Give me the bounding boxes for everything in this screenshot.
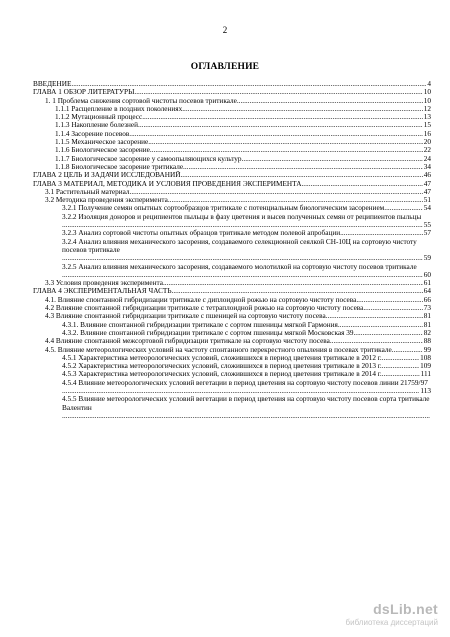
toc-entry-title: 1. 1 Проблема снижения сортовой чистоты посевов тритикале <box>45 96 237 105</box>
toc-entry[interactable] <box>33 121 431 129</box>
toc-leader-dots <box>330 337 423 345</box>
toc-entry-page: 73 <box>423 304 431 313</box>
toc-entry-page: 113 <box>420 386 431 395</box>
toc-entry[interactable] <box>33 362 431 370</box>
toc-entry-page: 47 <box>423 179 431 188</box>
toc-entry[interactable] <box>33 105 431 113</box>
toc-entry[interactable] <box>33 97 431 105</box>
toc-entry-title: 4.4 Влияние спонтанной межсортовой гибридизации тритикале на сортовую чистоту посева <box>45 337 330 346</box>
toc-entry-title: 4.5.1 Характеристика метеорологических условий, сложившихся в период цветения тритикале в 2012 г. <box>62 353 382 362</box>
toc-entry-page: 16 <box>423 129 431 138</box>
toc-entry-page: 10 <box>423 96 431 105</box>
toc-leader-dots <box>62 387 419 395</box>
toc-entry-title: 4.5.3 Характеристика метеорологических условий, сложившихся в период цветения тритикале в 2014 г. <box>62 370 382 379</box>
toc-entry-title: 4.3 Влияние спонтанной гибридизации тритикале с пшеницей на сортовую чистоту посева <box>45 312 326 321</box>
toc-entry-page: 54 <box>423 204 431 213</box>
toc-entry-page: 81 <box>423 320 431 329</box>
toc-entry[interactable] <box>33 188 431 196</box>
toc-entry-page: 34 <box>423 162 431 171</box>
toc-entry-title: 3.3 Условия проведения эксперимента <box>45 279 163 288</box>
toc-leader-dots <box>340 229 423 237</box>
toc-entry-page: 24 <box>423 154 431 163</box>
toc-leader-dots <box>71 80 426 88</box>
toc-entry-page: 64 <box>423 287 431 296</box>
toc-entry-title: 3.2.2 Изоляция доноров и реципиентов пыльцы в фазу цветения и высев полученных семян от реципиентов пыльцы <box>62 212 422 221</box>
toc-leader-dots <box>134 88 422 96</box>
toc-leader-dots <box>242 155 423 163</box>
toc-leader-dots <box>163 279 423 287</box>
toc-leader-dots <box>338 321 423 329</box>
toc-entry-page: 82 <box>423 328 431 337</box>
toc-leader-dots <box>180 171 422 179</box>
toc-leader-dots <box>142 113 423 121</box>
toc-entry[interactable] <box>33 346 431 354</box>
toc-entry-title: 4.3.2. Влияние спонтанной гибридизации тритикале с сортом пшеницы мягкой Московская 39 <box>62 328 354 337</box>
toc-entry[interactable] <box>33 312 431 320</box>
toc-entry-page: 22 <box>423 146 431 155</box>
toc-entry[interactable] <box>33 238 431 263</box>
toc-leader-dots <box>183 163 423 171</box>
page-number: 2 <box>222 25 228 35</box>
toc-entry[interactable] <box>33 370 431 378</box>
toc-entry-title: 1.1.6 Биологическое засорение <box>55 146 150 155</box>
toc-entry[interactable] <box>33 113 431 121</box>
toc-entry-page: 108 <box>420 353 431 362</box>
toc-entry[interactable] <box>33 354 431 362</box>
toc-entry[interactable] <box>33 163 431 171</box>
toc-leader-dots <box>62 412 430 420</box>
toc-entry-page: 99 <box>423 345 431 354</box>
toc-leader-dots <box>150 146 423 154</box>
toc-entry-title: 4.5. Влияние метеорологических условий на частоту спонтанного перекрестного опыления в посевах тритикале <box>45 345 392 354</box>
toc-title: ОГЛАВЛЕНИЕ <box>190 62 260 72</box>
toc-entry-page: 88 <box>423 337 431 346</box>
toc-entry-title: 1.1.5 Механическое засорение <box>55 138 149 147</box>
toc-entry[interactable] <box>33 296 431 304</box>
toc-leader-dots <box>363 304 422 312</box>
toc-entry-title: ГЛАВА 4 ЭКСПЕРИМЕНТАЛЬНАЯ ЧАСТЬ <box>33 287 172 296</box>
toc-entry-title: 1.1.7 Биологическое засорение у самоопыляющихся культур <box>55 154 242 163</box>
toc-entry[interactable] <box>33 180 431 188</box>
toc-entry-page: 20 <box>423 138 431 147</box>
toc-entry[interactable] <box>33 379 431 396</box>
toc-entry-page: 13 <box>423 113 431 122</box>
toc-entry[interactable] <box>33 130 431 138</box>
toc-entry-page: 111 <box>420 370 431 379</box>
toc-entry-title: 1.1.8 Биологическое засорение тритикале <box>55 162 184 171</box>
toc-entry-title: 3.2.5 Анализ влияния механического засорения, создаваемого молотилкой на сортовую чистоту посевов тритикале <box>62 262 417 271</box>
toc-leader-dots <box>237 97 423 105</box>
toc-entry-title: 4.1. Влияние спонтанной гибридизации тритикале с диплоидной рожью на сортовую чистоту посева <box>45 295 357 304</box>
table-of-contents <box>33 80 431 420</box>
toc-leader-dots <box>384 204 423 212</box>
toc-entry[interactable] <box>33 171 431 179</box>
toc-leader-dots <box>138 121 423 129</box>
watermark-logo-text: dsLib.net <box>373 601 438 617</box>
toc-leader-dots <box>130 188 423 196</box>
toc-entry[interactable] <box>33 155 431 163</box>
toc-entry-title: 4.5.4 Влияние метеорологических условий вегетации в период цветения на сортовую чистоту посевов линии 21759/97 <box>62 378 428 387</box>
toc-entry-title: 4.2 Влияние спонтанной гибридизации тритикале с тетраплоидной рожью на сортовую чистоту посева <box>45 304 364 313</box>
toc-leader-dots <box>62 254 423 262</box>
toc-entry-page: 60 <box>423 270 431 279</box>
toc-entry[interactable] <box>33 263 431 280</box>
toc-entry-title: 3.2.3 Анализ сортовой чистоты опытных образцов тритикале методом полевой апробации <box>62 229 341 238</box>
toc-entry[interactable] <box>33 287 431 295</box>
toc-entry[interactable] <box>33 279 431 287</box>
toc-entry[interactable] <box>33 80 431 88</box>
toc-leader-dots <box>301 180 422 188</box>
toc-entry-page: 10 <box>423 88 431 97</box>
toc-leader-dots <box>62 221 423 229</box>
toc-entry[interactable] <box>33 337 431 345</box>
toc-leader-dots <box>382 354 419 362</box>
toc-entry-page: 51 <box>423 196 431 205</box>
toc-leader-dots <box>62 271 423 279</box>
toc-entry-title: ГЛАВА 1 ОБЗОР ЛИТЕРАТУРЫ <box>33 88 135 97</box>
toc-leader-dots <box>148 138 423 146</box>
toc-entry-title: 1.1.1 Расщепление в поздних поколениях <box>55 104 183 113</box>
toc-entry-page: 109 <box>420 362 431 371</box>
toc-entry-title: 4.5.2 Характеристика метеорологических условий, сложившихся в период цветения тритикале в 2013 г. <box>62 362 382 371</box>
toc-leader-dots <box>353 329 422 337</box>
toc-entry-page: 59 <box>423 254 431 263</box>
toc-entry[interactable] <box>33 88 431 96</box>
toc-entry[interactable] <box>33 229 431 237</box>
toc-entry-title: 1.1.4 Засорение посевов <box>55 129 130 138</box>
toc-entry-page: 12 <box>423 104 431 113</box>
toc-leader-dots <box>129 130 422 138</box>
toc-entry[interactable] <box>33 213 431 230</box>
toc-entry[interactable] <box>33 304 431 312</box>
toc-entry-page: 15 <box>423 121 431 130</box>
toc-entry[interactable] <box>33 329 431 337</box>
toc-leader-dots <box>182 105 423 113</box>
toc-entry-title: 3.1 Растительный материал <box>45 187 130 196</box>
toc-entry-page: 57 <box>423 229 431 238</box>
toc-leader-dots <box>382 362 419 370</box>
toc-entry-title: 3.2.1 Получение семян опытных сортообразцов тритикале с потенциальным биологическим засорением <box>62 204 385 213</box>
toc-entry-page: 66 <box>423 295 431 304</box>
toc-entry[interactable] <box>33 321 431 329</box>
toc-leader-dots <box>326 312 423 320</box>
toc-leader-dots <box>392 346 423 354</box>
toc-entry[interactable] <box>33 146 431 154</box>
toc-entry-page: 81 <box>423 312 431 321</box>
toc-entry-title: 3.2 Методика проведения эксперимента <box>45 196 168 205</box>
toc-entry-title: 4.5.5 Влияние метеорологических условий вегетации в период цветения на сортовую чистоту посевов сорта тритикале Валентин <box>62 395 430 412</box>
toc-entry-page: 61 <box>423 279 431 288</box>
toc-entry-title: 4.3.1. Влияние спонтанной гибридизации тритикале с сортом пшеницы мягкой Гармония <box>62 320 338 329</box>
toc-entry-page: 4 <box>427 80 431 88</box>
toc-leader-dots <box>172 287 423 295</box>
toc-entry-page: 46 <box>423 171 431 180</box>
toc-entry-title: 3.2.4 Анализ влияния механического засорения, создаваемого селекционной сеялкой СН-10Ц на сортовую чистоту посевов тритикале <box>62 237 417 254</box>
toc-leader-dots <box>356 296 422 304</box>
toc-entry-title: ГЛАВА 2 ЦЕЛЬ И ЗАДАЧИ ИССЛЕДОВАНИЙ <box>33 171 181 180</box>
toc-entry-page: 47 <box>423 187 431 196</box>
toc-leader-dots <box>168 196 423 204</box>
watermark-logo[interactable] <box>328 601 438 631</box>
toc-entry-title: ГЛАВА 3 МАТЕРИАЛ, МЕТОДИКА И УСЛОВИЯ ПРОВЕДЕНИЯ ЭКСПЕРИМЕНТА <box>33 179 302 188</box>
toc-entry[interactable] <box>33 395 431 420</box>
toc-entry-page: 55 <box>423 221 431 230</box>
toc-entry-title: 1.1.3 Накопление болезней <box>55 121 139 130</box>
toc-entry[interactable] <box>33 204 431 212</box>
toc-entry-title: 1.1.2 Мутационный процесс <box>55 113 143 122</box>
toc-leader-dots <box>382 370 420 378</box>
toc-entry[interactable] <box>33 196 431 204</box>
toc-entry-title: ВВЕДЕНИЕ <box>33 80 72 88</box>
toc-entry[interactable] <box>33 138 431 146</box>
watermark-tagline: библиотека диссертаций <box>345 618 438 627</box>
